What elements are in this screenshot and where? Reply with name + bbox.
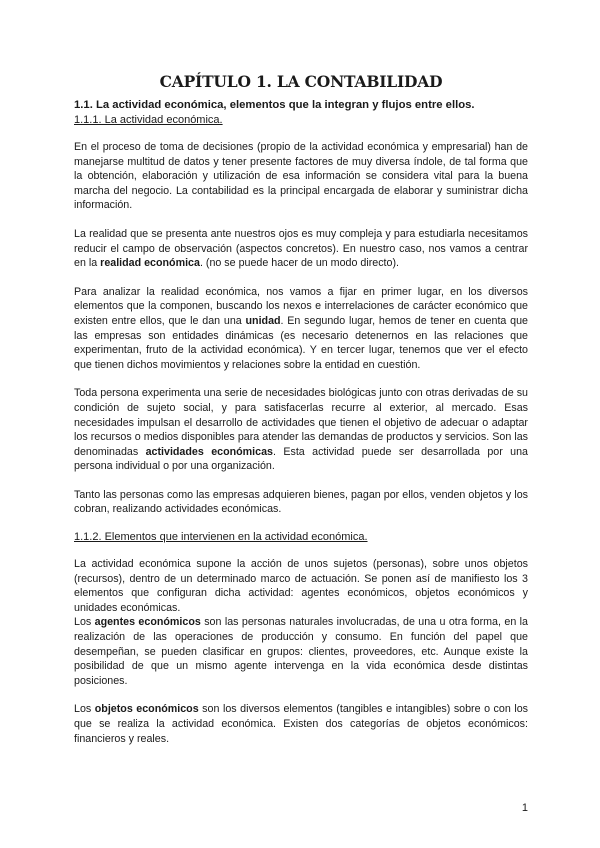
paragraph-2-text-a: La realidad que se presenta ante nuestros ojos es muy compleja y para estudiarla necesitamos reducir el campo de observación (aspectos concretos). En nuestro caso, nos vamos a centrar en la xyxy=(74,227,528,270)
paragraph-2-text-c: . (no se puede hacer de un modo directo). xyxy=(199,257,399,270)
paragraph-4-bold: actividades económicas xyxy=(145,445,273,458)
paragraph-3 xyxy=(74,285,528,373)
paragraph-7-bold: agentes económicos xyxy=(94,616,201,629)
paragraph-6: La actividad económica supone la acción de unos sujetos (personas), sobre unos objetos (recursos), dentro de un determinado marco de actuación. Se ponen así de manifiesto los 3 elementos que configuran dicha actividad: agentes económicos, objetos económicos y unidades económicas. xyxy=(74,558,528,614)
paragraph-8-text-a: Los xyxy=(74,703,95,716)
paragraph-8-text-c: son los diversos elementos (tangibles e intangibles) sobre o con los que se realiza la actividad económica. Existen dos categorías de objetos económicos: financieros y reales. xyxy=(74,703,528,745)
paragraph-8-bold: objetos económicos xyxy=(94,703,199,716)
paragraph-3-text-c: . En segundo lugar, hemos de tener en cuenta que las empresas son entidades dinámicas (es necesario detenernos en las relaciones que experimentan, fruto de la actividad económica). Y en tercer lugar, tenemos que ver el efecto que tienen dichos movimientos y relaciones sobre la entidad en cuestión. xyxy=(74,314,528,371)
paragraph-4 xyxy=(74,386,528,474)
paragraph-3-bold: unidad xyxy=(245,314,281,327)
subsection-title-1: 1.1.1. La actividad económica. xyxy=(74,114,223,126)
subsection-title-2: 1.1.2. Elementos que intervienen en la actividad económica. xyxy=(74,531,368,544)
paragraph-5: Tanto las personas como las empresas adquieren bienes, pagan por ellos, venden objetos y los cobran, realizando actividades económicas. xyxy=(74,488,528,516)
paragraph-7-text-a: Los xyxy=(74,616,95,629)
paragraph-1: En el proceso de toma de decisiones (propio de la actividad económica y empresarial) han de manejarse multitud de datos y tener presente factores de muy diversa índole, de tal forma que la obtención, elaboración y utilización de esa información se considera vital para la buena marcha del negocio. La contabilidad es la principal encargada de elaborar y suministrar dicha información. xyxy=(74,141,528,212)
paragraph-8 xyxy=(74,702,528,746)
paragraph-2 xyxy=(74,227,528,271)
paragraph-7-text-c: son las personas naturales involucradas, de una u otra forma, en la realización de las operaciones de producción y consumo. En función del papel que desempeñan, se pueden clasificar en grupos: clientes, proveedores, etc. Aunque existe la posibilidad de que un mismo agente intervenga en la vida económica desde distintas posiciones. xyxy=(74,616,528,687)
section-title: 1.1. La actividad económica, elementos que la integran y flujos entre ellos. xyxy=(74,99,475,111)
paragraph-3-text-a: Para analizar la realidad económica, nos vamos a fijar en primer lugar, en los diversos elementos que la componen, buscando los nexos e interrelaciones de carácter económico que existen entre ellos, que le dan una xyxy=(74,285,528,327)
paragraph-4-text-a: Toda persona experimenta una serie de necesidades biológicas junto con otras derivadas de su condición de sujeto social, y para satisfacerlas recurre al exterior, al mercado. Esas necesidades impulsan el desarrollo de actividades que tienen el objetivo de adecuar o adaptar los recursos o medios disponibles para atender las demandas de productos y servicios. Son las denominadas xyxy=(74,387,528,458)
chapter-title: CAPÍTULO 1. LA CONTABILIDAD xyxy=(159,72,443,91)
page-number: 1 xyxy=(521,802,528,814)
paragraph-7 xyxy=(74,615,528,688)
paragraph-2-bold: realidad económica xyxy=(100,257,200,270)
paragraph-4-text-c: . Esta actividad puede ser desarrollada por una persona individual o por una organización. xyxy=(74,445,528,473)
